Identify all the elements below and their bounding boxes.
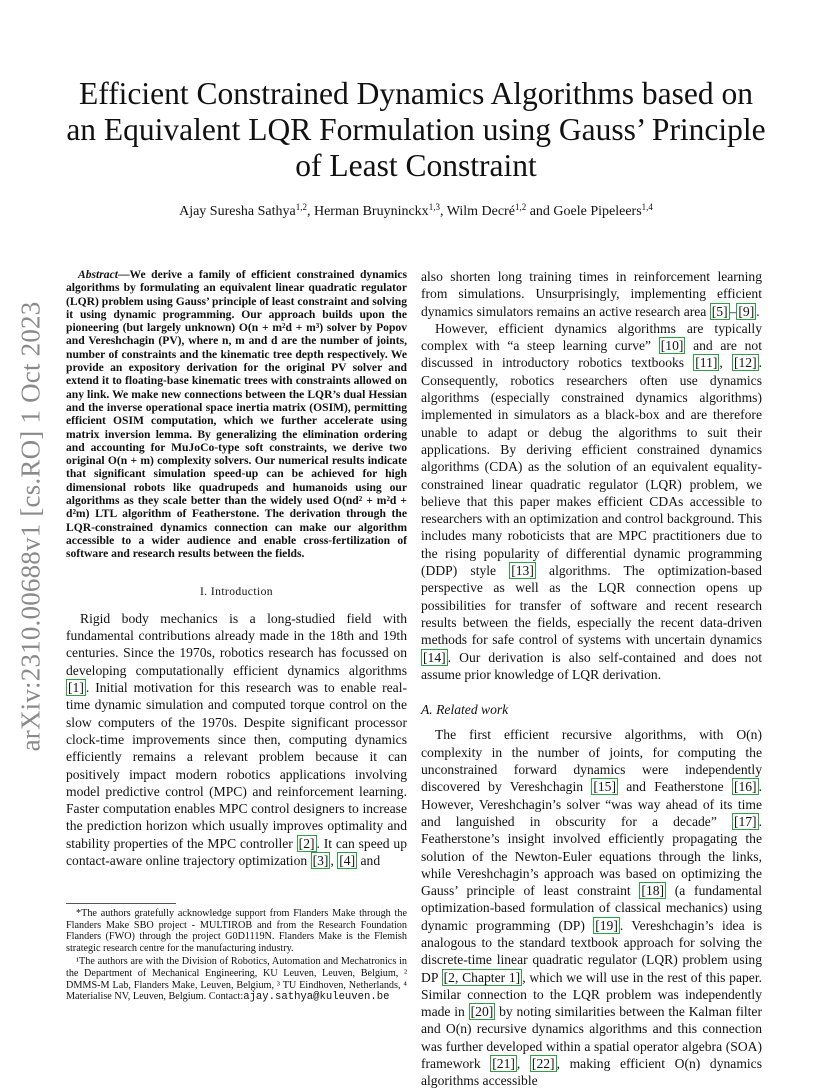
paragraph-text: . It can speed up contact-aware online trajectory optimization	[66, 835, 407, 868]
arxiv-identifier	[14, 296, 48, 756]
author-affiliation: 1,4	[641, 202, 653, 212]
author-name: Goele Pipeleers	[553, 204, 642, 219]
footnotes	[66, 903, 407, 1006]
author-separator: and	[526, 204, 554, 219]
author-list	[62, 204, 770, 220]
citation-link[interactable]: [21]	[492, 1056, 515, 1072]
abstract-text: —We derive a family of efficient constrained dynamics algorithms by formulating an equivalent linear quadratic regulator (LQR) problem using Gauss’ principle of least constraint and solving it using dynamic programming. Our approach builds upon the pioneering (but largely unknown) O(n + m²d + m³) solver by Popov and Vereshchagin (PV), where n, m and d are the number of joints, number of constraints and the kinematic tree depth respectively. We provide an expository derivation for the original PV solver and extend it to floating-base kinematic trees with constraints allowed on any link. We make new connections between the LQR’s dual Hessian and the inverse operational space inertia matrix (OSIM), permitting efficient OSIM computation, which we further accelerate using matrix inversion lemma. By generalizing the elimination ordering and accounting for MuJoCo-type soft constraints, we derive two original O(n + m) complexity solvers. Our numerical results indicate that significant simulation speed-up can be achieved for high dimensional robots like quadrupeds and humanoids using our algorithms as they scale better than the widely used O(nd² + m²d + d²m) LTL algorithm of Featherstone. The derivation through the LQR-constrained dynamics connection can make our algorithm accessible to a wider audience and enable cross-fertilization of software and research results between the fields.	[66, 268, 407, 561]
footnote-funding: *The authors gratefully acknowledge support from Flanders Make through the Flanders Make SBO project - MULTIROB and from the Research Foundation Flanders (FWO) through the project G0D1119N. Flanders Make is the Flemish strategic research centre for the manufacturing industry.	[66, 908, 407, 954]
paragraph-text: ,	[330, 852, 338, 868]
citation-link[interactable]: [17]	[733, 813, 757, 829]
paragraph-text: . Our derivation is also self-contained and does not assume prior knowledge of LQR derivation.	[421, 649, 762, 682]
paragraph-text: algorithms. The optimization-based perspective as well as the LQR connection opens up possibilities for transfer of software and recent research results between the fields, especially the recent data-driven methods for safe control of systems with uncertain dynamics	[421, 563, 762, 648]
intro-paragraph-1	[66, 610, 407, 869]
paragraph-text: However, efficient dynamics algorithms are typically complex with “a steep learning curve”	[421, 320, 762, 354]
paragraph-text: , which we will use in the rest of this paper. Similar connection to the LQR problem was independently made in	[421, 969, 762, 1020]
paragraph-text: (a fundamental optimization-based formulation of classical mechanics) using dynamic programming (DP)	[421, 883, 762, 933]
citation-link[interactable]: [11]	[695, 355, 718, 371]
right-column	[421, 268, 762, 1090]
arxiv-identifier-text: arXiv:2310.00688v1 [cs.RO] 1 Oct 2023	[15, 301, 46, 751]
left-column	[66, 268, 407, 869]
citation-link[interactable]: [2, Chapter 1]	[443, 969, 521, 985]
paragraph-text: and Featherstone	[617, 779, 732, 795]
citation-link[interactable]: [2]	[298, 835, 315, 851]
citation-link[interactable]: [18]	[641, 883, 665, 899]
paragraph-text: The first efficient recursive algorithms, with O(n) complexity in the number of joints, for computing the unconstrained forward dynamics were independently discovered by Vereshchagin	[421, 727, 762, 795]
citation-link[interactable]: [15]	[593, 779, 616, 795]
paragraph-text: . However, Vereshchagin’s solver “was way ahead of its time and languished in obscurity for a decade”	[421, 779, 762, 829]
citation-link[interactable]: [5]	[711, 303, 728, 319]
paragraph-text: and	[357, 852, 381, 868]
paragraph-text: and are not discussed in introductory robotics textbooks	[421, 338, 763, 371]
footnote-rule	[66, 903, 176, 904]
paper-title: Efficient Constrained Dynamics Algorithms based on an Equivalent LQR Formulation using Gauss’ Principle of Least Constraint	[66, 76, 766, 183]
paragraph-text: also shorten long training times in reinforcement learning from simulations. Unsurprisingly, implementing efficient dynamics simulators remains an active research area	[421, 269, 762, 319]
author-separator: ,	[439, 204, 447, 219]
citation-link[interactable]: [14]	[423, 649, 446, 665]
section-heading-introduction: I. Introduction	[200, 584, 273, 598]
paragraph-text: –	[729, 303, 737, 319]
paragraph-text: . Vereshchagin’s idea is analogous to the standard textbook approach for solving the discrete-time linear quadratic regulator (LQR) problem using DP	[421, 917, 762, 985]
author-name: Ajay Suresha Sathya	[179, 204, 296, 219]
paragraph-text: ,	[516, 1056, 530, 1072]
citation-link[interactable]: [12]	[733, 355, 757, 371]
citation-link[interactable]: [19]	[595, 917, 618, 933]
paragraph-text: . Featherstone’s insight involved efficiently propagating the solution of the Newton-Euler equations through the links, while Vereshchagin’s approach was based on optimizing the Gauss’ principle of least constraint	[421, 813, 762, 899]
subsection-heading-related-work: A. Related work	[421, 702, 509, 718]
right-paragraph-3	[421, 726, 762, 1089]
paragraph-text: by noting similarities between the Kalman filter and O(n) recursive dynamics algorithms and this connection was further developed within a spatial operator algebra (SOA) framework	[421, 1004, 762, 1072]
paragraph-text: . Initial motivation for this research was to enable real-time dynamic simulation and computed torque control on the slow computers of the 1970s. Despite significant processor clock-time improvements since then, computing dynamics efficiently remains a relevant problem because it can positively impact modern robotics applications involving model predictive control (MPC) and reinforcement learning. Faster computation enables MPC control designers to increase the prediction horizon which usually improves optimality and stability properties of the MPC controller	[66, 680, 407, 851]
citation-link[interactable]: [1]	[68, 680, 84, 696]
author-affiliation: 1,2	[295, 202, 307, 212]
footnote-affiliations	[66, 956, 407, 1003]
abstract-lead: Abstract	[78, 268, 118, 281]
author-separator: ,	[306, 204, 314, 219]
right-paragraph-2	[421, 320, 762, 683]
citation-link[interactable]: [16]	[733, 779, 757, 795]
citation-link[interactable]: [9]	[738, 303, 755, 319]
right-paragraph-1	[421, 268, 762, 320]
author-name: Herman Bruyninckx	[313, 204, 429, 219]
author-affiliation: 1,2	[514, 202, 527, 212]
citation-link[interactable]: [20]	[470, 1004, 494, 1020]
contact-email[interactable]: ajay.sathya@kuleuven.be	[243, 991, 390, 1004]
author-affiliation: 1,3	[428, 202, 440, 212]
paragraph-text: , making efficient O(n) dynamics algorithms accessible	[421, 1056, 763, 1089]
paragraph-text: Rigid body mechanics is a long-studied field with fundamental contributions already made in the 18th and 19th centuries. Since the 1970s, robotics research has focussed on developing computationally efficient dynamics algorithms	[66, 610, 407, 678]
citation-link[interactable]: [3]	[312, 852, 329, 868]
citation-link[interactable]: [13]	[511, 563, 534, 579]
paragraph-text: ,	[719, 355, 732, 371]
citation-link[interactable]: [10]	[660, 338, 684, 354]
author-name: Wilm Decré	[446, 204, 515, 219]
citation-link[interactable]: [22]	[531, 1056, 555, 1072]
paragraph-text: . Consequently, robotics researchers often use dynamics algorithms (especially constrained dynamics algorithms) implemented in simulators as a black-box and are therefore unable to adapt or debug the algorithms to suit their applications. By deriving efficient constrained dynamics algorithms (CDA) as the solution of an equivalent equality-constrained linear quadratic regulator (LQR) problem, we believe that this paper makes efficient CDAs accessible to researchers with an optimization and control background. This includes many roboticists that are MPC practitioners due to the rising popularity of differential dynamic programming (DDP) style	[421, 355, 763, 579]
citation-link[interactable]: [4]	[339, 852, 356, 868]
abstract	[66, 268, 407, 561]
footnote-affiliations-text: ¹The authors are with the Division of Robotics, Automation and Mechatronics in the Department of Mechanical Engineering, KU Leuven, Leuven, Belgium, ² DMMS-M Lab, Flanders Make, Leuven, Belgium, ³ TU Eindhoven, Netherlands, ⁴ Materialise NV, Leuven, Belgium. Contact:	[66, 956, 407, 1003]
paragraph-text: .	[756, 303, 760, 319]
